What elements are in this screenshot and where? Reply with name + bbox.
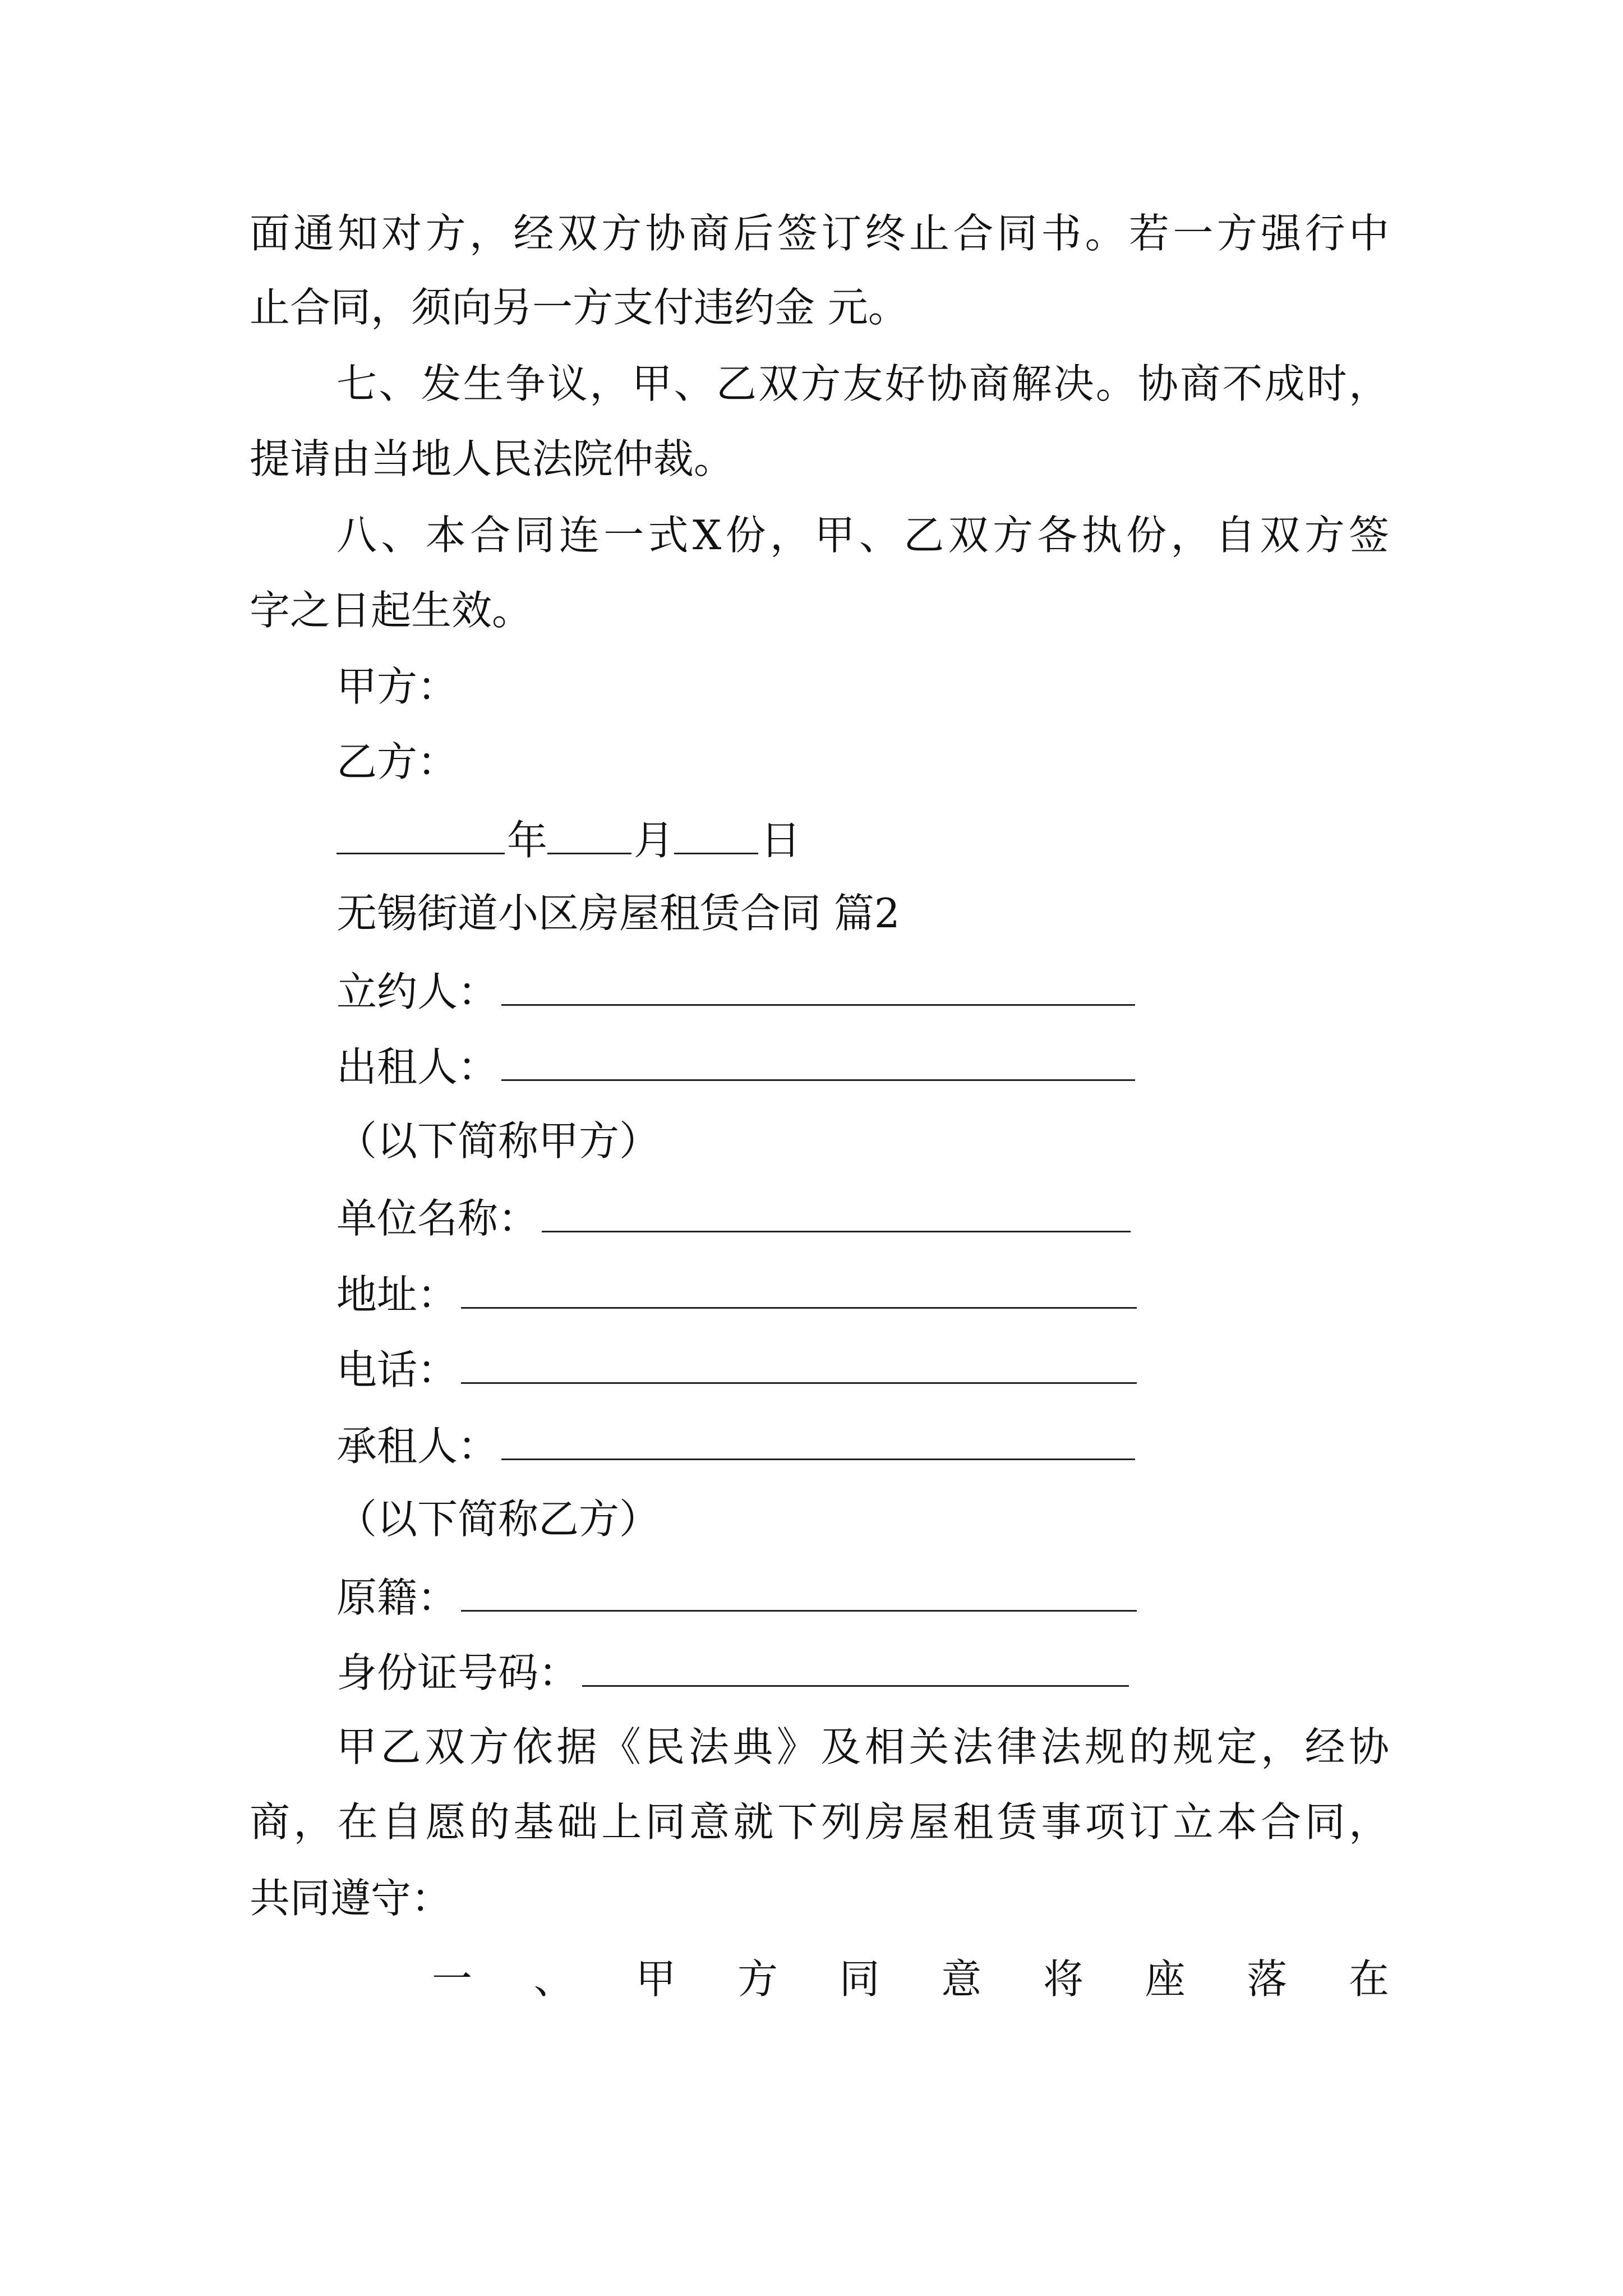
paragraph-line: 共同遵守： <box>250 1875 452 1922</box>
phone-field <box>336 1341 1137 1395</box>
unit-name-blank <box>542 1189 1131 1232</box>
paragraph-line: 止合同，须向另一方支付违约金 元。 <box>250 284 909 331</box>
lessee-label: 承租人： <box>336 1423 499 1470</box>
lessee-note: （以下简称乙方） <box>336 1496 660 1543</box>
party-a-label: 甲方： <box>336 663 458 710</box>
party-b-label: 乙方： <box>336 738 458 785</box>
lessor-blank <box>501 1038 1135 1081</box>
year-blank <box>336 811 505 854</box>
clause-one-line <box>432 1952 1389 2006</box>
clause-one-char: 、 <box>533 1955 574 2003</box>
clause-one-char: 意 <box>941 1955 982 2003</box>
date-month-label: 月 <box>634 817 675 864</box>
paragraph-line: 商，在自愿的基础上同意就下列房屋租赁事项订立本合同， <box>250 1798 1389 1846</box>
clause-one-char: 同 <box>839 1955 880 2003</box>
phone-label: 电话： <box>336 1346 458 1393</box>
id-number-label: 身份证号码： <box>336 1649 579 1696</box>
paragraph-line: 字之日起生效。 <box>250 587 533 634</box>
date-line <box>336 811 801 865</box>
lessee-field <box>336 1417 1135 1471</box>
lessor-field <box>336 1038 1135 1092</box>
paragraph-line: 提请由当地人民法院仲裁。 <box>250 435 735 482</box>
signer-label: 立约人： <box>336 968 499 1015</box>
clause-eight: 八、本合同连一式X份，甲、乙双方各执份，自双方签 <box>336 512 1389 559</box>
date-year-label: 年 <box>507 817 548 864</box>
id-number-blank <box>582 1644 1129 1687</box>
id-number-field <box>336 1644 1129 1697</box>
lessee-blank <box>501 1417 1135 1460</box>
clause-one-char: 方 <box>737 1955 778 2003</box>
clause-one-char: 落 <box>1247 1955 1288 2003</box>
phone-blank <box>461 1341 1137 1384</box>
paragraph-line: 甲乙双方依据《民法典》及相关法律法规的规定，经协 <box>336 1723 1389 1770</box>
native-place-label: 原籍： <box>336 1574 458 1621</box>
address-field <box>336 1266 1137 1319</box>
signer-blank <box>501 963 1135 1006</box>
lessor-label: 出租人： <box>336 1043 499 1091</box>
unit-name-label: 单位名称： <box>336 1195 539 1242</box>
month-blank <box>547 811 631 854</box>
day-blank <box>674 811 758 854</box>
clause-one-char: 一 <box>432 1955 473 2003</box>
native-place-field <box>336 1568 1137 1622</box>
date-day-label: 日 <box>760 817 801 864</box>
unit-name-field <box>336 1189 1131 1243</box>
address-label: 地址： <box>336 1271 458 1318</box>
clause-seven: 七、发生争议，甲、乙双方友好协商解决。协商不成时， <box>336 360 1389 407</box>
clause-one-char: 将 <box>1043 1955 1083 2003</box>
signer-field <box>336 963 1135 1016</box>
section-heading: 无锡街道小区房屋租赁合同 篇2 <box>336 890 900 937</box>
clause-one-char: 甲 <box>635 1955 676 2003</box>
paragraph-line: 面通知对方，经双方协商后签订终止合同书。若一方强行中 <box>250 210 1389 257</box>
clause-one-char: 座 <box>1145 1955 1186 2003</box>
clause-one-char: 在 <box>1348 1955 1389 2003</box>
native-place-blank <box>461 1568 1137 1612</box>
lessor-note: （以下简称甲方） <box>336 1117 660 1165</box>
address-blank <box>461 1266 1137 1309</box>
